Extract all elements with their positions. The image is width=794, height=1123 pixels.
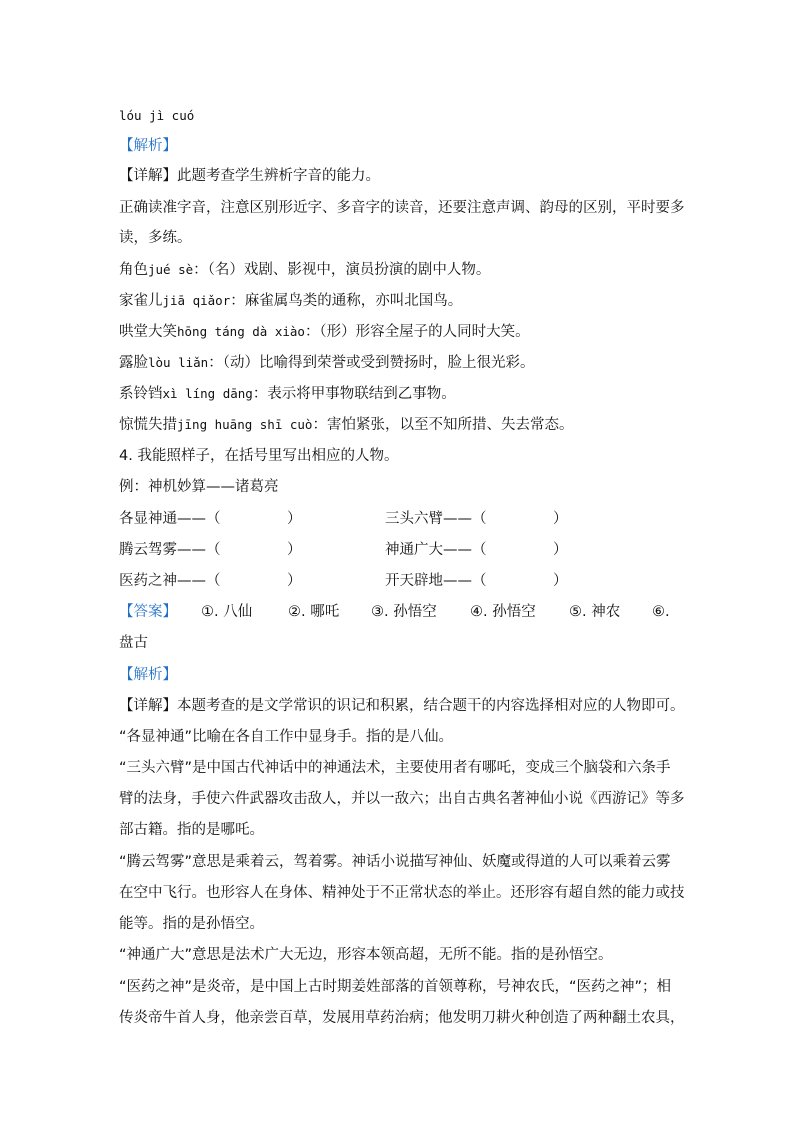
entry-line (119, 260, 490, 280)
question-row-left: 腾云驾雾——（ (119, 542, 221, 558)
bracket-close: ） (287, 542, 302, 558)
detail-label: 【详解】 (119, 698, 177, 714)
question-row-right: 神通广大——（ (385, 542, 487, 558)
answer-item: ③. 孙悟空 (371, 604, 437, 620)
entry-word: 惊慌失措 (119, 417, 177, 433)
detail-text: 此题考查学生辨析字音的能力。 (177, 168, 380, 184)
question-row-right: 开天辟地——（ (385, 573, 487, 589)
explain-line: “神通广大”意思是法术广大无边，形容本领高超，无所不能。指的是孙悟空。 (119, 947, 613, 963)
bracket-close: ） (553, 511, 568, 527)
question-row-left: 医药之神——（ (119, 573, 221, 589)
top-pinyin: lóu jì cuó (119, 108, 195, 123)
answer-item: ①. 八仙 (201, 604, 253, 620)
entry-line (119, 384, 456, 404)
entry-line (119, 415, 573, 435)
explain-line: “各显神通”比喻在各自工作中显身手。指的是八仙。 (119, 729, 454, 745)
entry-definition: ：（动）比喻得到荣誉或受到赞扬时，脸上很光彩。 (208, 355, 535, 371)
paragraph-line: 正确读准字音，注意区别形近字、多音字的读音，还要注意声调、韵母的区别，平时要多 (119, 200, 685, 216)
detail-label: 【详解】 (119, 168, 177, 184)
question-example: 例：神机妙算——诸葛亮 (119, 479, 279, 495)
explain-line: 臂的法身，手使六件武器攻击敌人，并以一敌六；出自古典名著神仙小说《西游记》等多 (119, 791, 685, 807)
answer-item: ④. 孙悟空 (470, 604, 536, 620)
answer-item: ②. 哪吒 (288, 604, 340, 620)
explain-line: 部古籍。指的是哪吒。 (119, 822, 264, 838)
explain-line: 在空中飞行。也形容人在身体、精神处于不正常状态的举止。还形容有超自然的能力或技 (119, 885, 685, 901)
detail-line (119, 696, 685, 716)
explain-line: 传炎帝牛首人身，他亲尝百草，发展用草药治病；他发明刀耕火种创造了两种翻土农具， (119, 1010, 685, 1026)
entry-definition: ：（名）戏剧、影视中，演员扮演的剧中人物。 (193, 262, 491, 278)
explain-line: “三头六臂”是中国古代神话中的神通法术，主要使用者有哪吒，变成三个脑袋和六条手 (119, 760, 671, 776)
question-title: 4. 我能照样子，在括号里写出相应的人物。 (119, 448, 399, 464)
question-row-left: 各显神通——（ (119, 511, 221, 527)
explain-line: “腾云驾雾”意思是乘着云，驾着雾。神话小说描写神仙、妖魔或得道的人可以乘着云雾 (119, 854, 671, 870)
entry-word: 角色 (119, 262, 148, 278)
entry-word: 家雀儿 (119, 293, 163, 309)
paragraph-line: 读，多练。 (119, 230, 192, 246)
analysis-label: 【解析】 (119, 138, 177, 154)
entry-pinyin: jiā qiǎor (162, 293, 231, 308)
explain-line: 能等。指的是孙悟空。 (119, 916, 264, 932)
entry-word: 系铃铛 (119, 386, 163, 402)
entry-pinyin: xì líng dāng (162, 386, 253, 401)
entry-word: 哄堂大笑 (119, 324, 177, 340)
bracket-close: ） (287, 573, 302, 589)
entry-line (119, 322, 530, 342)
answer-label: 【答案】 (119, 604, 177, 620)
bracket-close: ） (553, 573, 568, 589)
entry-definition: ：害怕紧张，以至不知所措、失去常态。 (312, 417, 574, 433)
answer-item: ⑥. (652, 604, 670, 620)
entry-pinyin: jué sè (148, 262, 194, 277)
answer-wrap: 盘古 (119, 635, 148, 651)
detail-text: 本题考查的是文学常识的识记和积累，结合题干的内容选择相对应的人物即可。 (177, 698, 685, 714)
entry-pinyin: hōng táng dà xiào (177, 324, 305, 339)
bracket-close: ） (287, 511, 302, 527)
entry-pinyin: lòu liǎn (148, 355, 209, 370)
detail-line (119, 166, 380, 186)
question-row-right: 三头六臂——（ (385, 511, 487, 527)
explain-line: “医药之神”是炎帝，是中国上古时期姜姓部落的首领尊称，号神农氏，“医药之神”；相 (119, 979, 672, 995)
entry-line (119, 291, 462, 311)
entry-definition: ：麻雀属鸟类的通称，亦叫北国鸟。 (230, 293, 463, 309)
entry-line (119, 353, 534, 373)
analysis-label: 【解析】 (119, 667, 177, 683)
answer-item: ⑤. 神农 (569, 604, 621, 620)
entry-definition: ：表示将甲事物联结到乙事物。 (252, 386, 456, 402)
entry-word: 露脸 (119, 355, 148, 371)
entry-definition: ：（形）形容全屋子的人同时大笑。 (304, 324, 530, 340)
bracket-close: ） (553, 542, 568, 558)
entry-pinyin: jīng huāng shī cuò (177, 417, 313, 432)
